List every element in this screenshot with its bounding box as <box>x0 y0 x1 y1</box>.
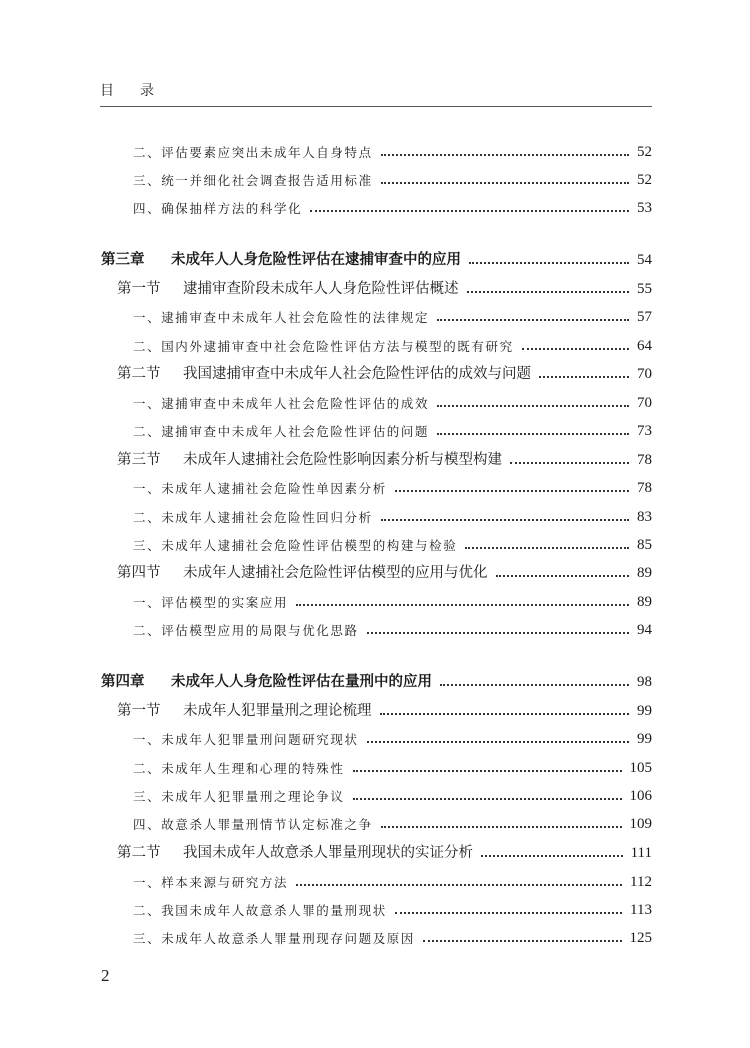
toc-item-row <box>133 867 652 891</box>
toc-entry-text: 未成年人犯罪量刑问题研究现状 <box>161 732 359 747</box>
toc-entry-page: 98 <box>637 674 652 690</box>
dot-leader <box>539 376 629 378</box>
toc-entry-page: 53 <box>637 200 652 216</box>
toc-entry-text: 未成年人逮捕社会危险性单因素分析 <box>161 481 387 496</box>
dot-leader <box>469 262 629 264</box>
toc-entry-title <box>133 929 415 947</box>
toc-entry-label: 一、 <box>133 875 162 890</box>
toc-entry-text: 未成年人逮捕社会危险性影响因素分析与模型构建 <box>183 452 502 468</box>
toc-entry-label: 二、 <box>133 424 162 439</box>
toc-item-row <box>133 923 652 947</box>
toc-entry-label: 四、 <box>133 201 162 216</box>
toc-entry-text: 未成年人生理和心理的特殊性 <box>161 761 345 776</box>
dot-leader <box>467 291 630 293</box>
toc-entry-title <box>133 143 373 161</box>
toc-entry-text: 未成年人故意杀人罪量刑现存问题及原因 <box>161 931 416 946</box>
toc-entry-page: 105 <box>629 760 652 776</box>
dot-leader <box>353 798 622 800</box>
toc-entry-label: 四、 <box>133 817 162 832</box>
toc-entry-title <box>117 699 372 720</box>
toc-entry-page: 70 <box>637 395 652 411</box>
toc-entry-title <box>117 362 531 383</box>
dot-leader <box>423 940 621 942</box>
toc-entry-page: 73 <box>637 423 652 439</box>
toc-entry-title <box>117 448 502 469</box>
toc-entry-page: 111 <box>630 845 652 861</box>
toc-item-row <box>133 781 652 805</box>
toc-entry-title <box>133 621 359 639</box>
toc-entry-label: 一、 <box>133 732 162 747</box>
toc-entry-text: 逮捕审查中未成年人社会危险性评估的问题 <box>161 424 430 439</box>
toc-entry-label: 一、 <box>133 595 162 610</box>
toc-entry-text: 样本来源与研究方法 <box>161 875 289 890</box>
toc-entry-label: 第二节 <box>117 845 161 861</box>
toc-chapter-row <box>101 245 652 269</box>
dot-leader <box>510 462 629 464</box>
toc-entry-text: 未成年人人身危险性评估在量刑中的应用 <box>171 674 432 690</box>
toc-entry-page: 64 <box>637 338 652 354</box>
toc-entry-label: 三、 <box>133 931 162 946</box>
toc-entry-label: 第四章 <box>101 674 145 690</box>
toc-entry-title <box>133 199 302 217</box>
dot-leader <box>381 154 629 156</box>
toc-entry-label: 一、 <box>133 310 162 325</box>
toc-section-row <box>117 558 652 582</box>
toc-entry-title <box>133 759 345 777</box>
toc-item-row <box>133 193 652 217</box>
toc-entry-text: 未成年人逮捕社会危险性评估模型的构建与检验 <box>161 538 458 553</box>
toc-entry-text: 确保抽样方法的科学化 <box>161 201 303 216</box>
toc-entry-page: 78 <box>637 480 652 496</box>
toc-item-row <box>133 502 652 526</box>
toc-entry-page: 70 <box>637 366 652 382</box>
toc-entry-title <box>133 394 429 412</box>
toc-entry-text: 逮捕审查中未成年人社会危险性评估的成效 <box>161 396 430 411</box>
dot-leader <box>381 826 622 828</box>
toc-entry-label: 三、 <box>133 538 162 553</box>
header-title: 目录 <box>100 83 180 99</box>
toc-entry-label: 二、 <box>133 903 162 918</box>
dot-leader <box>381 519 629 521</box>
toc-item-row <box>133 165 652 189</box>
toc-entry-text: 未成年人逮捕社会危险性回归分析 <box>161 510 373 525</box>
toc-item-row <box>133 416 652 440</box>
toc-entry-page: 99 <box>637 731 652 747</box>
dot-leader <box>367 741 629 743</box>
toc-entry-page: 85 <box>637 537 652 553</box>
dot-leader <box>437 433 629 435</box>
toc-section-row <box>117 445 652 469</box>
toc-entry-page: 112 <box>630 874 652 890</box>
toc-entry-title <box>133 536 457 554</box>
toc-entry-label: 第三节 <box>117 452 161 468</box>
dot-leader <box>522 348 629 350</box>
toc-item-row <box>133 753 652 777</box>
toc-entry-page: 57 <box>637 309 652 325</box>
toc-entry-title <box>117 277 459 298</box>
toc-entry-title <box>133 308 429 326</box>
toc-item-row <box>133 302 652 326</box>
toc-entry-label: 第四节 <box>117 565 161 581</box>
toc-entry-label: 三、 <box>133 789 162 804</box>
running-header <box>100 80 652 107</box>
toc-entry-text: 我国逮捕审查中未成年人社会危险性评估的成效与问题 <box>183 366 531 382</box>
toc-entry-title <box>133 815 373 833</box>
dot-leader <box>310 210 629 212</box>
toc-item-row <box>133 473 652 497</box>
toc-entry-label: 二、 <box>133 761 162 776</box>
toc-item-row <box>133 724 652 748</box>
toc-entry-page: 54 <box>637 252 652 268</box>
toc-entry-text: 国内外逮捕审查中社会危险性评估方法与模型的既有研究 <box>161 339 514 354</box>
toc-item-row <box>133 137 652 161</box>
toc-entry-title <box>133 337 514 355</box>
toc-entry-text: 我国未成年人故意杀人罪的量刑现状 <box>161 903 387 918</box>
toc-item-row <box>133 331 652 355</box>
toc-item-row <box>133 809 652 833</box>
dot-leader <box>353 770 622 772</box>
toc-entry-text: 我国未成年人故意杀人罪量刑现状的实证分析 <box>183 845 473 861</box>
toc-item-row <box>133 587 652 611</box>
page-number: 2 <box>101 966 110 985</box>
toc-section-row <box>117 696 652 720</box>
dot-leader <box>465 547 629 549</box>
toc-entry-text: 未成年人犯罪量刑之理论争议 <box>161 789 345 804</box>
toc-entry-page: 113 <box>630 902 652 918</box>
toc-entry-title <box>133 593 288 611</box>
toc-entry-text: 评估模型应用的局限与优化思路 <box>161 623 359 638</box>
toc-entry-title <box>133 171 373 189</box>
dot-leader <box>496 575 630 577</box>
toc-entry-label: 一、 <box>133 396 162 411</box>
dot-leader <box>440 684 629 686</box>
toc-entry-title <box>133 422 429 440</box>
toc-entry-title <box>133 508 373 526</box>
toc-section-row <box>117 838 652 862</box>
toc-entry-text: 故意杀人罪量刑情节认定标准之争 <box>161 817 373 832</box>
toc-entry-page: 99 <box>637 703 652 719</box>
toc-entry-title <box>133 787 345 805</box>
dot-leader <box>296 604 629 606</box>
toc-entry-label: 第一节 <box>117 703 161 719</box>
toc-chapter-row <box>101 667 652 691</box>
toc-entry-label: 二、 <box>133 623 162 638</box>
toc-entry-title <box>133 479 387 497</box>
toc-entry-title <box>133 873 288 891</box>
toc-entry-text: 未成年人逮捕社会危险性评估模型的应用与优化 <box>183 565 488 581</box>
toc-entry-page: 52 <box>637 172 652 188</box>
toc-entry-page: 83 <box>637 509 652 525</box>
toc-entry-text: 未成年人犯罪量刑之理论梳理 <box>183 703 372 719</box>
toc-entry-page: 89 <box>637 565 652 581</box>
toc-entry-label: 第一节 <box>117 281 161 297</box>
toc-entry-page: 55 <box>637 281 652 297</box>
toc-item-row <box>133 615 652 639</box>
toc-entry-title <box>101 670 432 691</box>
toc-entry-label: 第二节 <box>117 366 161 382</box>
toc-entry-title <box>117 561 488 582</box>
toc-item-row <box>133 388 652 412</box>
toc-entry-label: 二、 <box>133 145 162 160</box>
dot-leader <box>437 319 629 321</box>
toc-entry-title <box>117 841 473 862</box>
toc-entry-text: 评估要素应突出未成年人自身特点 <box>161 145 373 160</box>
toc-entry-text: 未成年人人身危险性评估在逮捕审查中的应用 <box>171 252 461 268</box>
dot-leader <box>296 884 622 886</box>
dot-leader <box>380 713 630 715</box>
toc-entry-page: 78 <box>637 452 652 468</box>
toc-entry-page: 106 <box>629 788 652 804</box>
toc-section-row <box>117 274 652 298</box>
dot-leader <box>481 855 623 857</box>
toc-entry-page: 109 <box>629 816 652 832</box>
toc-entry-label: 一、 <box>133 481 162 496</box>
toc-entry-page: 125 <box>629 930 652 946</box>
toc-item-row <box>133 895 652 919</box>
toc-entry-title <box>133 730 359 748</box>
dot-leader <box>367 632 629 634</box>
dot-leader <box>395 912 622 914</box>
toc-entry-page: 52 <box>637 144 652 160</box>
dot-leader <box>437 405 629 407</box>
toc-section-row <box>117 359 652 383</box>
toc-entry-label: 第三章 <box>101 252 145 268</box>
toc-entry-title <box>101 248 461 269</box>
toc-entry-label: 三、 <box>133 173 162 188</box>
toc-entry-text: 统一并细化社会调查报告适用标准 <box>161 173 373 188</box>
toc-item-row <box>133 530 652 554</box>
toc-entry-label: 二、 <box>133 339 162 354</box>
dot-leader <box>381 182 629 184</box>
toc-entry-title <box>133 901 387 919</box>
toc-entry-text: 逮捕审查阶段未成年人人身危险性评估概述 <box>183 281 459 297</box>
toc-entry-label: 二、 <box>133 510 162 525</box>
toc-entry-page: 89 <box>637 594 652 610</box>
toc-entry-text: 评估模型的实案应用 <box>161 595 289 610</box>
dot-leader <box>395 490 629 492</box>
toc-entry-page: 94 <box>637 622 652 638</box>
toc-entry-text: 逮捕审查中未成年人社会危险性的法律规定 <box>161 310 430 325</box>
